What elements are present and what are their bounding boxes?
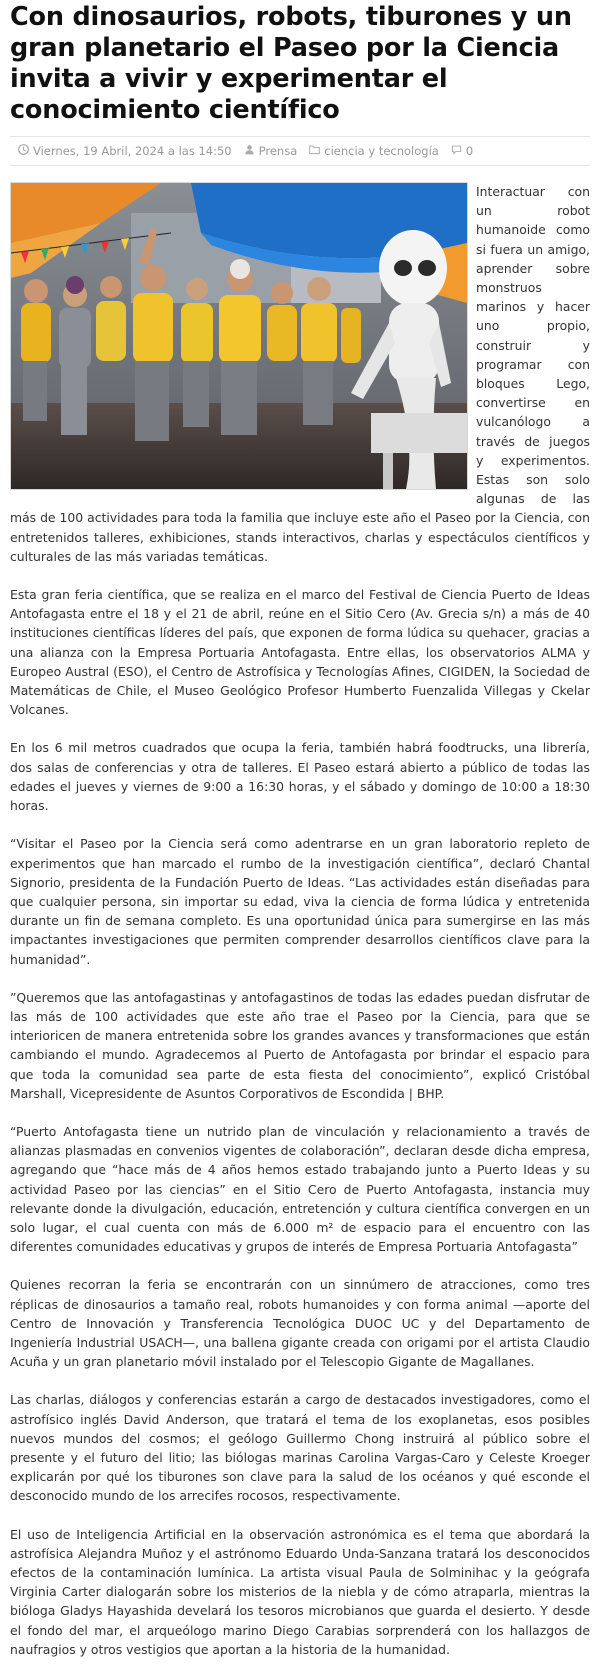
article-paragraph: “Visitar el Paseo por la Ciencia será como adentrarse en un gran laboratorio repleto de experimentos que han marcado el rumbo de la investigación científica”, declaró Chantal Signorio, presidenta de la Fundación Puerto de Ideas. “Las actividades están diseñadas para que cualquier persona, sin importar su edad, viva la ciencia de forma lúdica y entretenida durante un fin de semana completo. Es una oportunidad única para sumergirse en las más impactantes investigaciones que permiten comprender desarrollos científicos clave para la humanidad”. [10,836,590,967]
article-paragraph: ”Queremos que las antofagastinas y antofagastinos de todas las edades puedan disfrutar de las más de 100 actividades que este año trae el Paseo por la Ciencia, para que se interioricen de manera entretenida sobre los grandes avances y transformaciones que están cambiando el mundo. Agradecemos al Puerto de Antofagasta por brindar el espacio para que toda la comunidad sea parte de esta fiesta del conocimiento”, explicó Cristóbal Marshall, Vicepresidente de Asuntos Corporativos de Escondida | BHP. [10,989,590,1101]
user-icon [244,144,255,158]
category-link[interactable]: ciencia y tecnología [324,144,439,158]
comment-icon [451,144,462,158]
meta-date [18,144,232,158]
clock-icon [18,144,29,158]
article-paragraph: En los 6 mil metros cuadrados que ocupa la feria, también habrá foodtrucks, una librería, dos salas de conferencias y otra de talleres. El Paseo estará abierto a público de todas las edades el jueves y viernes de 9:00 a 16:30 horas, y el sábado y domingo de 10:00 a 18:30 horas. [10,740,590,814]
article-paragraph: Interactuar con un robot humanoide como si fuera un amigo, aprender sobre monstruos marinos y hacer uno propio, construir y programar con bloques Lego, convertirse en vulcanólogo a través de juegos y experimentos. Estas son solo algunas de las más de 100 actividades para toda la familia que incluye este año el Paseo por la Ciencia, con entretenidos talleres, exhibiciones, stands interactivos, charlas y espectáculos científicos y culturales de las más variadas temáticas. [10,184,590,564]
meta-author [244,144,298,158]
meta-category [309,144,439,158]
article-body [10,182,590,1678]
article-paragraph: Las charlas, diálogos y conferencias estarán a cargo de destacados investigadores, como el astrofísico inglés David Anderson, que tratará el tema de los exoplanetas, esos posibles nuevos mundos del cosmos; el geólogo Guillermo Chong instruirá al público sobre el presente y el futuro del litio; las biólogas marinas Carolina Vargas-Caro y Celeste Kroeger explicarán por qué los tiburones son clave para la salud de los océanos y qué esconde el desconocido mundo de los arrecifes rocosos, respectivamente. [10,1392,590,1504]
comments-link[interactable]: 0 [465,144,474,158]
article-title: Con dinosaurios, robots, tiburones y un gran planetario el Paseo por la Ciencia invita a vivir y experimentar el conocimiento científico [10,2,572,125]
article-meta [10,136,590,166]
article-paragraph: Esta gran feria científica, que se realiza en el marco del Festival de Ciencia Puerto de Ideas Antofagasta entre el 18 y el 21 de abril, reúne en el Sitio Cero (Av. Grecia s/n) a más de 40 instituciones científicas líderes del país, que exponen de forma lúdica su quehacer, gracias a una alianza con la Empresa Portuaria Antofagasta. Entre ellas, los observatorios ALMA y Europeo Austral (ESO), el Centro de Astrofísica y Tecnologías Afines, CIGIDEN, la Sociedad de Matemáticas de Chile, el Museo Geológico Profesor Humberto Fuenzalida Villegas y Ckelar Volcanes. [10,587,590,718]
article-paragraph: “Puerto Antofagasta tiene un nutrido plan de vinculación y relacionamiento a través de alianzas plasmadas en convenios vigentes de colaboración”, declaran desde dicha empresa, agregando que “hace más de 4 años hemos estado trabajando junto a Puerto Ideas y su actividad Paseo por las ciencias” en el Sitio Cero de Puerto Antofagasta, instancia muy relevante donde la divulgación, educación, entretención y cultura científica convergen en un solo lugar, el cual cuenta con más de 6.000 m² de espacio para el encuentro con las diferentes comunidades educativas y grupos de interés de Empresa Portuaria Antofagasta” [10,1123,590,1255]
article-paragraph: El uso de Inteligencia Artificial en la observación astronómica es el tema que abordará la astrofísica Alejandra Muñoz y el astrónomo Eduardo Unda-Sanzana tratará los desconocidos efectos de la contaminación lumínica. La artista visual Paula de Solminihac y la geógrafa Virginia Carter dialogarán sobre los misterios de la niebla y de cómo atraparla, mientras la bióloga Gladys Hayashida develará los tesoros microbianos que guarda el desierto. Y desde el fondo del mar, el arqueólogo marino Diego Carabias sorprenderá con los hallazgos de naufragios y otros vestigios que aportan a la historia de la humanidad. [10,1526,590,1657]
folder-icon [309,144,320,158]
author-link[interactable]: Prensa [258,144,298,158]
article-paragraph: Quienes recorran la feria se encontrarán con un sinnúmero de atracciones, como tres réplicas de dinosaurios a tamaño real, robots humanoides y con forma animal —aporte del Centro de Innovación y Transferencia Tecnológica DUOC UC y del Departamento de Ingeniería Industrial USACH—, una ballena gigante creada con origami por el artista Claudio Acuña y un gran planetario móvil instalado por el Telescopio Gigante de Magallanes. [10,1277,590,1370]
meta-comments [451,144,473,158]
article-photo [10,182,468,490]
meta-date-text: Viernes, 19 Abril, 2024 a las 14:50 [33,144,232,158]
